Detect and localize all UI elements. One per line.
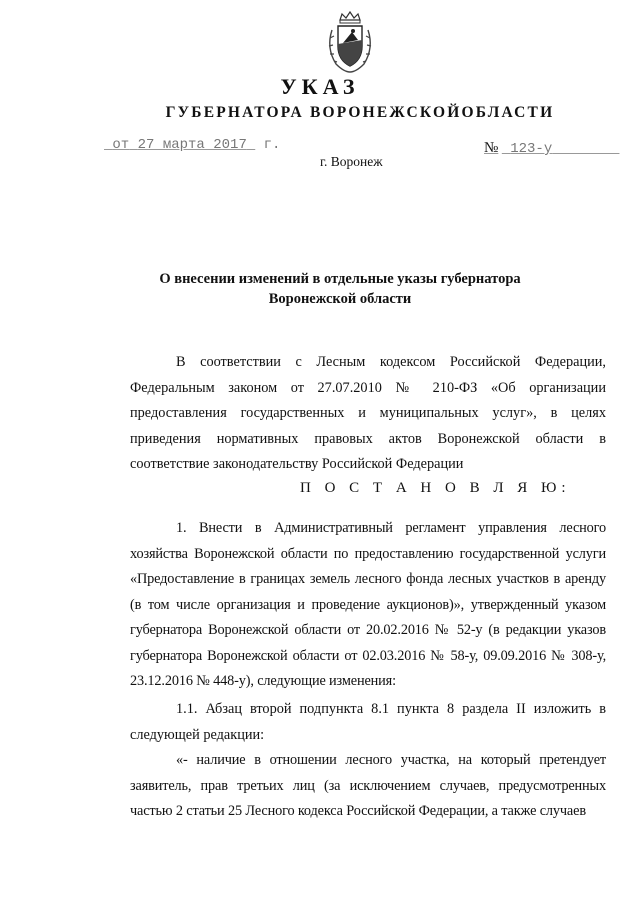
item-1-text: 1. Внести в Административный регламент управления лесного хозяйства Воронежской области по предоставлению государственной услуги «Предоставление в границах земель лесного фонда лесных участков в аренду (в том числе организация и проведение аукционов)», утвержденный указом губернатора Воронежской области от 20.02.2016 № 52-у (в редакции указов губернатора Воронежской области от 02.03.2016 № 58-у, 09.09.2016 № 308-у, 23.12.2016 № 448-у), следующие изменения:: [130, 520, 606, 689]
date-prefix: от: [112, 137, 130, 153]
number-value: 123-у: [510, 141, 553, 157]
city-label: г. Воронеж: [320, 154, 383, 169]
preamble-paragraph: [130, 350, 606, 478]
preamble-text: В соответствии с Лесным кодексом Российской Федерации, Федеральным законом от 27.07.2010 № 210-ФЗ «Об организации предоставления государственных и муниципальных услуг», в целях приведения нормативных правовых актов Воронежской области в соответствие законодательству Российской Федерации: [130, 354, 606, 472]
date-value: 27 марта 2017: [137, 137, 247, 153]
coat-of-arms-icon: [322, 10, 378, 74]
number-prefix: №: [484, 140, 499, 156]
heading-line-2: Воронежской области: [268, 291, 412, 307]
date-suffix: г.: [263, 137, 281, 153]
decree-number: [484, 140, 619, 157]
item-1-paragraph: [130, 516, 606, 695]
decree-word: П О С Т А Н О В Л Я Ю:: [300, 480, 571, 496]
document-subtitle: ГУБЕРНАТОРА ВОРОНЕЖСКОЙОБЛАСТИ: [165, 104, 555, 121]
item-1-1-paragraph: [130, 697, 606, 748]
quote-paragraph: [130, 748, 606, 825]
decree-date: [104, 137, 280, 153]
document-title: УКАЗ: [280, 74, 360, 99]
document-heading: [130, 269, 550, 309]
heading-line-1: О внесении изменений в отдельные указы губернатора: [159, 271, 521, 287]
quote-text: «- наличие в отношении лесного участка, на который претендует заявитель, прав третьих лиц (за исключением случаев, предусмотренных частью 2 статьи 25 Лесного кодекса Российской Федерации, а также случаев: [130, 752, 606, 819]
item-1-1-text: 1.1. Абзац второй подпункта 8.1 пункта 8 раздела II изложить в следующей редакции:: [130, 701, 606, 743]
